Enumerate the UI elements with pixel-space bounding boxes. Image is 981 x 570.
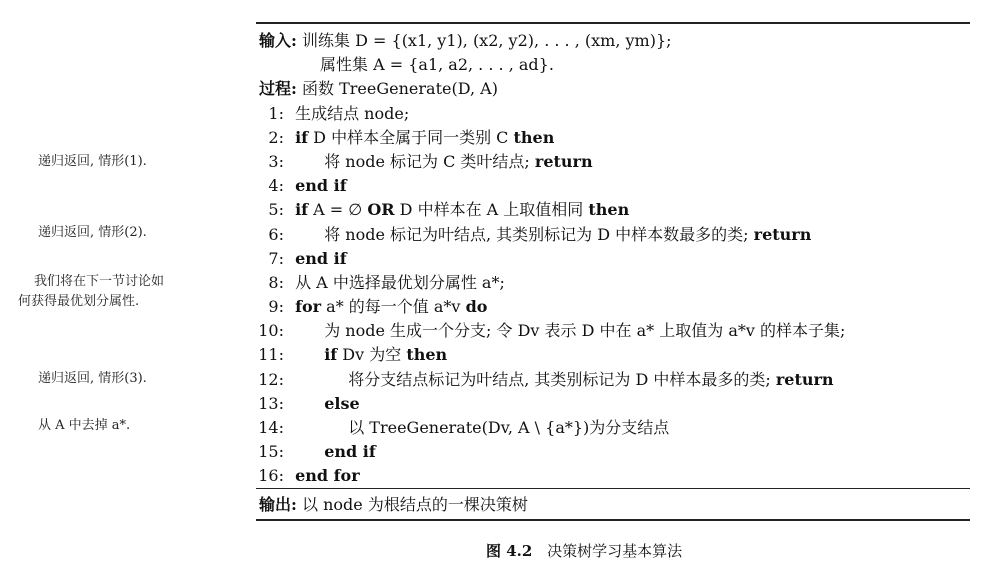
step-number: 2: bbox=[268, 128, 284, 147]
step-10 bbox=[254, 320, 845, 342]
step-9 bbox=[254, 296, 487, 318]
step-number: 8: bbox=[268, 273, 284, 292]
step-5 bbox=[254, 199, 629, 221]
side-note-case-2: 递归返回, 情形(2). bbox=[38, 225, 147, 240]
step-text: 将 node 标记为叶结点, 其类别标记为 D 中样本数最多的类; bbox=[324, 225, 749, 244]
side-note-case-1: 递归返回, 情形(1). bbox=[38, 154, 147, 169]
step-number: 1: bbox=[268, 104, 284, 123]
step-4 bbox=[254, 175, 347, 197]
step-text: 为 node 生成一个分支; 令 Dv 表示 D 中在 a* 上取值为 a*v 的样本子集; bbox=[324, 321, 846, 340]
step-14 bbox=[254, 417, 669, 439]
keyword-end-if: end if bbox=[324, 442, 376, 461]
step-number: 3: bbox=[268, 152, 284, 171]
step-text: D 中样本全属于同一类别 C bbox=[313, 128, 509, 147]
side-note-case-3: 递归返回, 情形(3). bbox=[38, 371, 147, 386]
keyword-end-for: end for bbox=[295, 466, 360, 485]
step-6 bbox=[254, 224, 811, 246]
process-line bbox=[259, 78, 498, 100]
step-2 bbox=[254, 127, 554, 149]
keyword-then: then bbox=[588, 200, 630, 219]
step-number: 6: bbox=[268, 225, 284, 244]
step-number: 14: bbox=[258, 418, 284, 437]
keyword-end-if: end if bbox=[295, 176, 347, 195]
bottom-rule bbox=[256, 519, 970, 521]
step-11 bbox=[254, 344, 447, 366]
step-13 bbox=[254, 393, 360, 415]
side-note-best-attr-1: 我们将在下一节讨论如 bbox=[34, 274, 165, 289]
step-7 bbox=[254, 248, 347, 270]
keyword-or: OR bbox=[367, 200, 395, 219]
input-dataset: 训练集 D = {(x1, y1), (x2, y2), . . . , (xm, ym)}; bbox=[302, 31, 672, 50]
keyword-return: return bbox=[534, 152, 593, 171]
keyword-end-if: end if bbox=[295, 249, 347, 268]
step-1 bbox=[254, 103, 409, 125]
step-number: 5: bbox=[268, 200, 284, 219]
step-number: 16: bbox=[258, 466, 284, 485]
step-text: 将分支结点标记为叶结点, 其类别标记为 D 中样本最多的类; bbox=[348, 370, 771, 389]
input-line-2 bbox=[320, 54, 554, 76]
step-number: 11: bbox=[258, 345, 284, 364]
top-rule bbox=[256, 22, 970, 24]
figure-caption bbox=[486, 540, 682, 561]
figure-number: 图 4.2 bbox=[486, 542, 533, 560]
keyword-if: if bbox=[324, 345, 338, 364]
step-number: 13: bbox=[258, 394, 284, 413]
step-15 bbox=[254, 441, 376, 463]
step-3 bbox=[254, 151, 593, 173]
step-text: 将 node 标记为 C 类叶结点; bbox=[324, 152, 530, 171]
keyword-if: if bbox=[295, 200, 309, 219]
keyword-for: for bbox=[295, 297, 322, 316]
keyword-return: return bbox=[775, 370, 834, 389]
step-text: 以 TreeGenerate(Dv, A \ {a*})为分支结点 bbox=[348, 418, 670, 437]
process-label: 过程: bbox=[259, 79, 297, 98]
step-text: 生成结点 node; bbox=[295, 104, 410, 123]
output-text: 以 node 为根结点的一棵决策树 bbox=[302, 495, 528, 514]
middle-rule bbox=[256, 488, 970, 489]
step-8 bbox=[254, 272, 505, 294]
input-label: 输入: bbox=[259, 31, 297, 50]
keyword-return: return bbox=[753, 225, 812, 244]
input-attributes: 属性集 A = {a1, a2, . . . , ad}. bbox=[320, 55, 554, 74]
step-number: 7: bbox=[268, 249, 284, 268]
step-text-2: D 中样本在 A 上取值相同 bbox=[399, 200, 584, 219]
keyword-if: if bbox=[295, 128, 309, 147]
keyword-else: else bbox=[324, 394, 360, 413]
figure-title: 决策树学习基本算法 bbox=[547, 542, 683, 560]
step-text: A = ∅ bbox=[313, 200, 363, 219]
output-line bbox=[259, 494, 528, 516]
step-number: 12: bbox=[258, 370, 284, 389]
side-note-remove-attr: 从 A 中去掉 a*. bbox=[38, 418, 131, 433]
step-text: a* 的每一个值 a*v bbox=[326, 297, 461, 316]
input-line-1 bbox=[259, 30, 672, 52]
step-number: 9: bbox=[268, 297, 284, 316]
step-text: 从 A 中选择最优划分属性 a*; bbox=[295, 273, 505, 292]
step-12 bbox=[254, 369, 834, 391]
output-label: 输出: bbox=[259, 495, 297, 514]
keyword-then: then bbox=[513, 128, 555, 147]
step-16 bbox=[254, 465, 360, 487]
process-function: 函数 TreeGenerate(D, A) bbox=[302, 79, 498, 98]
step-number: 15: bbox=[258, 442, 284, 461]
step-number: 4: bbox=[268, 176, 284, 195]
keyword-then: then bbox=[406, 345, 448, 364]
step-number: 10: bbox=[258, 321, 284, 340]
side-note-best-attr-2: 何获得最优划分属性. bbox=[18, 294, 140, 309]
keyword-do: do bbox=[465, 297, 488, 316]
step-text: Dv 为空 bbox=[342, 345, 402, 364]
